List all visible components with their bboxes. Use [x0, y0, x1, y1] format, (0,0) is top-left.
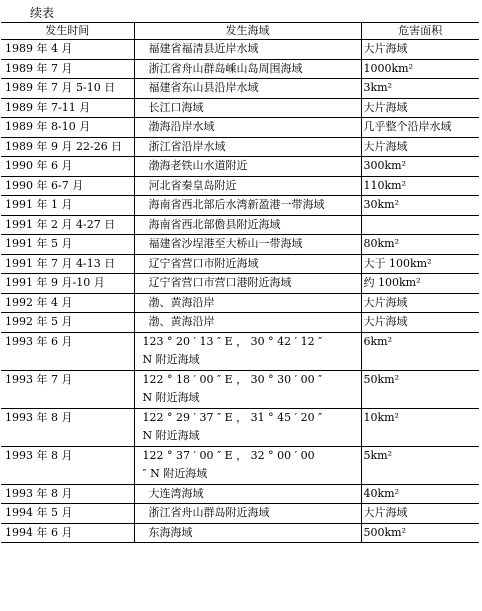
header-area: 发生海域 — [134, 23, 361, 40]
cell-harm: 500km² — [363, 525, 407, 539]
cell-harm: 大片海域 — [363, 100, 408, 114]
table-caption: 续表 — [30, 6, 55, 20]
cell-time: 1992 年 4 月 — [1, 293, 134, 313]
cell-harm: 大于 100km² — [363, 256, 432, 270]
cell-area: 海南省西北部儋县附近海域 — [134, 215, 361, 235]
table-row — [1, 523, 479, 543]
cell-harm: 约 100km² — [363, 276, 421, 289]
table-row — [1, 332, 479, 370]
cell-time: 1994 年 5 月 — [1, 504, 134, 524]
cell-area: 大连湾海域 — [134, 484, 361, 504]
table-row — [1, 274, 479, 294]
cell-area: 浙江省舟山群岛嵊山岛周围海域 — [134, 59, 361, 79]
cell-area — [134, 332, 361, 370]
cell-harm: 1000km² — [363, 61, 413, 75]
cell-harm: 5km² — [363, 448, 393, 462]
table-row — [1, 157, 479, 177]
table-row — [1, 118, 479, 138]
cell-area: 渤海老铁山水道附近 — [134, 157, 361, 177]
cell-harm: 大片海域 — [363, 506, 408, 519]
cell-time: 1991 年 5 月 — [1, 235, 134, 255]
table-header-row — [1, 23, 479, 40]
cell-area: 河北省秦皇岛附近 — [134, 176, 361, 196]
cell-time: 1989 年 4 月 — [1, 40, 134, 60]
cell-time: 1991 年 9 月-10 月 — [1, 274, 134, 294]
cell-area: 浙江省舟山群岛附近海域 — [134, 504, 361, 524]
cell-time: 1990 年 6-7 月 — [1, 176, 134, 196]
header-time: 发生时间 — [1, 23, 134, 40]
cell-harm: 50km² — [363, 372, 400, 386]
cell-area-line2: N 附近海域 — [142, 353, 200, 366]
cell-area: 辽宁省营口市附近海域 — [134, 254, 361, 274]
cell-area: 福建省东山县沿岸水域 — [134, 79, 361, 99]
cell-time: 1993 年 6 月 — [1, 332, 134, 370]
cell-area-line1: 122 ° 37 ′ 00 ″ E ， 32 ° 00 ′ 00 — [142, 448, 315, 462]
cell-harm: 80km² — [363, 237, 400, 250]
table-row — [1, 504, 479, 524]
cell-area-line1: 122 ° 18 ′ 00 ″ E ， 30 ° 30 ′ 00 ″ — [142, 372, 323, 386]
table-row — [1, 79, 479, 99]
cell-harm: 40km² — [363, 486, 400, 500]
table-row — [1, 59, 479, 79]
cell-time: 1993 年 7 月 — [1, 370, 134, 408]
cell-area: 渤、黄海沿岸 — [134, 293, 361, 313]
table-row — [1, 254, 479, 274]
cell-time: 1991 年 2 月 4-27 日 — [1, 215, 134, 235]
cell-time: 1993 年 8 月 — [1, 446, 134, 484]
cell-area — [134, 408, 361, 446]
cell-harm: 10km² — [363, 410, 400, 424]
table-row — [1, 98, 479, 118]
cell-area-line2: N 附近海域 — [142, 429, 200, 442]
table-row — [1, 196, 479, 216]
cell-time: 1991 年 7 月 4-13 日 — [1, 254, 134, 274]
table-row — [1, 137, 479, 157]
table-row — [1, 484, 479, 504]
cell-area — [134, 370, 361, 408]
cell-time: 1991 年 1 月 — [1, 196, 134, 216]
cell-area: 长江口海域 — [134, 98, 361, 118]
table-row — [1, 235, 479, 255]
cell-area: 福建省福清县近岸水域 — [134, 40, 361, 60]
table-row — [1, 40, 479, 60]
cell-time: 1993 年 8 月 — [1, 408, 134, 446]
cell-time: 1990 年 6 月 — [1, 157, 134, 177]
cell-time: 1989 年 7 月 5-10 日 — [1, 79, 134, 99]
cell-area-line1: 122 ° 29 ′ 37 ″ E ， 31 ° 45 ′ 20 ″ — [142, 410, 323, 424]
cell-time: 1989 年 7 月 — [1, 59, 134, 79]
table-row — [1, 446, 479, 484]
cell-area: 渤海沿岸水域 — [134, 118, 361, 138]
table-row — [1, 293, 479, 313]
table-row — [1, 408, 479, 446]
cell-harm: 大片海域 — [363, 139, 408, 153]
cell-harm: 110km² — [363, 178, 407, 192]
table-row — [1, 176, 479, 196]
cell-area: 东海海域 — [134, 523, 361, 543]
cell-harm: 大片海域 — [363, 315, 408, 328]
cell-harm: 300km² — [363, 159, 407, 172]
cell-time: 1989 年 8-10 月 — [1, 118, 134, 138]
cell-time: 1992 年 5 月 — [1, 313, 134, 333]
cell-area: 浙江省沿岸水域 — [134, 137, 361, 157]
cell-time: 1993 年 8 月 — [1, 484, 134, 504]
cell-time: 1989 年 7-11 月 — [1, 98, 134, 118]
cell-time: 1994 年 6 月 — [1, 523, 134, 543]
header-harm: 危害面积 — [398, 24, 443, 37]
cell-area: 福建省沙埕港至大桥山一带海域 — [134, 235, 361, 255]
table-row — [1, 370, 479, 408]
cell-area-line2: N 附近海域 — [142, 391, 200, 404]
cell-harm: 30km² — [363, 198, 400, 211]
cell-area-line1: 123 ° 20 ′ 13 ″ E ， 30 ° 42 ′ 12 ″ — [142, 334, 323, 348]
cell-harm: 6km² — [363, 334, 393, 348]
cell-harm: 大片海域 — [363, 295, 408, 309]
table-row — [1, 313, 479, 333]
cell-harm: 几乎整个沿岸水域 — [363, 120, 452, 133]
cell-time: 1989 年 9 月 22-26 日 — [1, 137, 134, 157]
cell-area — [134, 446, 361, 484]
cell-harm: 大片海域 — [363, 42, 408, 55]
cell-area: 辽宁省营口市营口港附近海域 — [134, 274, 361, 294]
cell-harm — [361, 215, 479, 235]
cell-area: 海南省西北部后水湾新盈港一带海域 — [134, 196, 361, 216]
red-tide-table — [1, 22, 479, 543]
cell-area-line2: ″ N 附近海域 — [142, 467, 208, 480]
cell-area: 渤、黄海沿岸 — [134, 313, 361, 333]
cell-harm: 3km² — [363, 81, 393, 94]
table-row — [1, 215, 479, 235]
